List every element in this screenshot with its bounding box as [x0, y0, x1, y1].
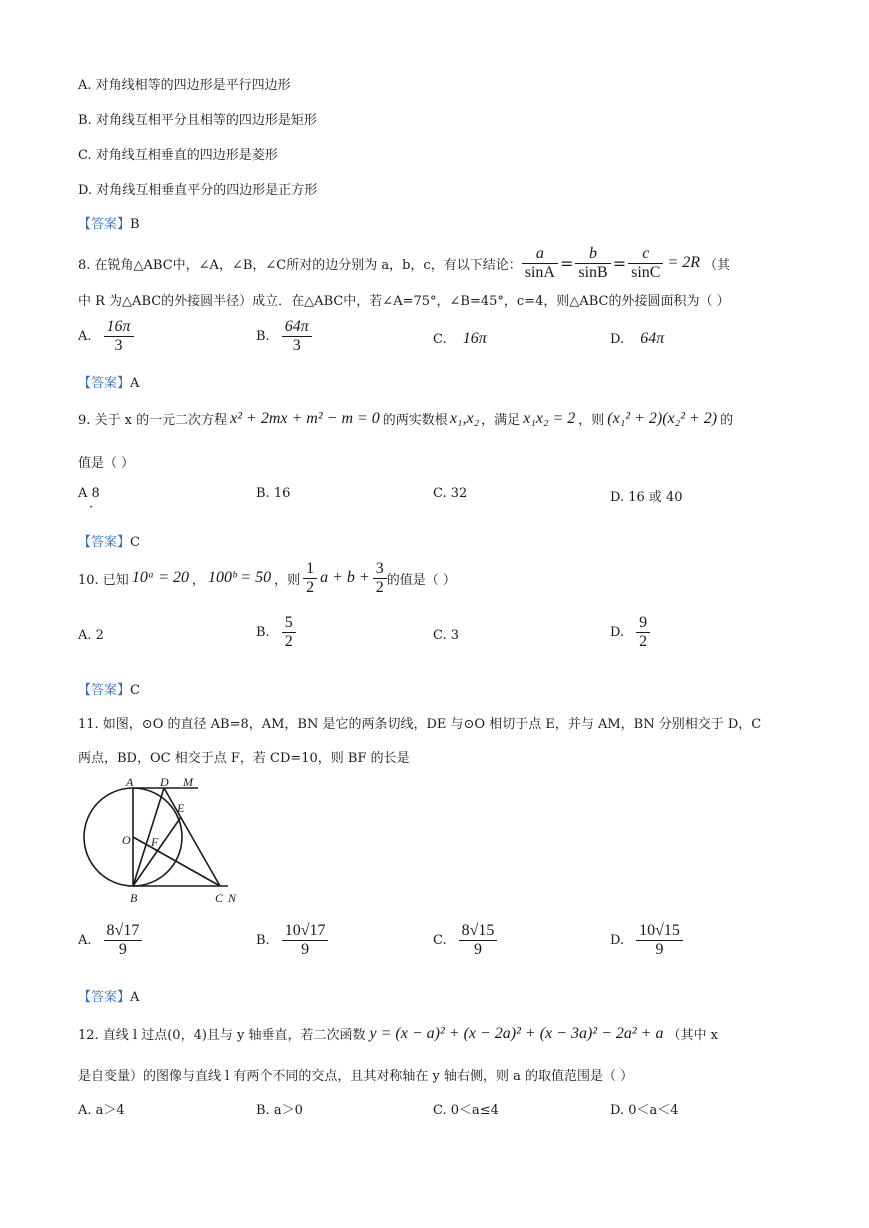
q9-stem-line2: 值是（ ） [78, 456, 135, 471]
q10-separator: ， [191, 572, 205, 588]
frac-denominator: 2 [639, 633, 648, 650]
answer-tag: 【答案】 [78, 683, 131, 698]
frac-denominator: 2 [306, 578, 315, 596]
q8-stem-end: （其 [704, 257, 731, 273]
q11-stem-line2: 两点，BD，OC 相交于点 F，若 CD=10，则 BF 的长是 [78, 751, 410, 766]
q9-then: ，则 [578, 413, 605, 428]
answer-value: C [130, 535, 140, 550]
q10-expression: a + b + [320, 569, 370, 586]
frac-denominator: 2 [284, 633, 293, 650]
q12-prefix: 12. 直线 l 过点(0，4)且与 y 轴垂直，若二次函数 [78, 1028, 366, 1043]
q7-option-c: C. 对角线互相垂直的四边形是菱形 [78, 148, 278, 163]
frac-denominator: 3 [114, 337, 123, 354]
frac-numerator: 1 [303, 560, 317, 579]
option-label: D. [610, 625, 625, 640]
q12-suffix: （其中 x [667, 1028, 718, 1043]
q12-stem-line1 [78, 1024, 718, 1043]
frac-numerator: 5 [282, 614, 296, 633]
label-o: O [122, 833, 131, 847]
q12-formula: y = (x − a)² + (x − 2a)² + (x − 3a)² − 2a² + a [369, 1024, 664, 1042]
q10-frac-1 [303, 560, 317, 597]
option-fraction [636, 614, 650, 651]
frac-denominator: 2 [375, 578, 384, 596]
frac-numerator: 64π [282, 318, 312, 337]
q10-equation-2: 100ᵇ = 50 [208, 569, 272, 586]
q9-option-d: D. 16 或 40 [610, 490, 683, 505]
q9-option-b: B. 16 [256, 486, 291, 501]
option-label: C. [433, 933, 447, 948]
label-d: D [160, 775, 169, 789]
answer-tag: 【答案】 [78, 990, 131, 1005]
q8-frac-a [522, 245, 558, 282]
q10-suffix: 的值是（ ） [386, 572, 456, 588]
q7-option-d: D. 对角线互相垂直平分的四边形是正方形 [78, 183, 318, 198]
q9-suffix: 的 [720, 413, 734, 428]
option-value: 16π [462, 330, 487, 347]
q8-option-c [433, 330, 487, 348]
q12-stem-line2: 是自变量）的图像与直线 l 有两个不同的交点，且其对称轴在 y 轴右侧，则 a 的取值范围是（ ） [78, 1069, 634, 1084]
segment-oc [133, 837, 220, 886]
label-n: N [228, 891, 237, 905]
frac-numerator: 10√15 [636, 922, 683, 941]
q9-option-c: C. 32 [433, 486, 468, 501]
q11-answer [78, 986, 139, 1005]
option-fraction [104, 922, 143, 959]
q10-option-a: A. 2 [78, 628, 104, 643]
option-label: A. [78, 933, 92, 948]
frac-numerator: c [628, 245, 663, 264]
q11-option-c [433, 922, 497, 959]
q9-equation: x² + 2mx + m² − m = 0 [230, 409, 380, 427]
answer-value: C [130, 683, 140, 698]
answer-tag: 【答案】 [78, 535, 131, 550]
circle-tangent-figure [78, 772, 258, 912]
q9-cond-text: ，满足 [481, 413, 521, 428]
q10-prefix: 10. 已知 [78, 572, 129, 588]
frac-numerator: 8√15 [459, 922, 498, 941]
option-label: B. [256, 933, 270, 948]
q8-frac-c [628, 245, 663, 282]
option-label: D. [610, 332, 625, 347]
label-b: B [130, 891, 138, 905]
q12-option-b: B. a＞0 [256, 1103, 303, 1118]
segment-bd [133, 788, 164, 886]
q7-answer [78, 213, 140, 232]
frac-numerator: 16π [104, 318, 134, 337]
q10-frac-2 [373, 560, 387, 597]
segment-be [133, 817, 181, 886]
q10-equation-1: 10ᵃ = 20 [131, 569, 189, 586]
option-fraction [459, 922, 498, 959]
q8-stem-line1: 8. 在锐角△ABC中，∠A，∠B，∠C所对的边分别为 a，b，c，有以下结论： $\frac{a}{\sin A}$ = $\frac{b}{\sin B}$ = $\frac{c}{\sin C}$ = 2R （其 [78, 244, 731, 281]
q10-stem [78, 558, 456, 598]
frac-denominator: 3 [292, 337, 301, 354]
q9-roots: x₁,x₂ [449, 409, 480, 427]
option-fraction [282, 922, 329, 959]
q8-option-a [78, 318, 134, 355]
label-f: F [151, 835, 159, 849]
option-label: B. [256, 329, 270, 344]
q9-prefix: 9. 关于 x 的一元二次方程 [78, 413, 228, 428]
q8-frac-b [575, 245, 610, 282]
frac-denominator: sinA [524, 263, 555, 281]
q11-option-a [78, 922, 142, 959]
answer-tag: 【答案】 [78, 217, 131, 232]
option-label: D. [610, 933, 625, 948]
q12-option-a: A. a＞4 [78, 1103, 125, 1118]
label-a: A [126, 775, 134, 789]
q12-option-c: C. 0＜a≤4 [433, 1103, 499, 1118]
frac-denominator: 9 [655, 941, 664, 958]
q10-option-b [256, 614, 296, 651]
q10-option-c: C. 3 [433, 628, 460, 643]
option-label: C. [433, 332, 447, 347]
frac-denominator: 9 [301, 941, 310, 958]
frac-numerator: 10√17 [282, 922, 329, 941]
frac-denominator: sinC [631, 263, 661, 281]
tangent-dc [164, 788, 220, 886]
frac-numerator: b [575, 245, 610, 264]
frac-numerator: 3 [373, 560, 387, 579]
option-fraction [104, 318, 134, 355]
q9-condition: x₁x₂ = 2 [523, 409, 576, 427]
option-fraction [282, 614, 296, 651]
q11-option-b [256, 922, 328, 959]
q7-option-a: A. 对角线相等的四边形是平行四边形 [78, 78, 291, 93]
q10-option-d [610, 614, 650, 651]
option-fraction [636, 922, 683, 959]
label-c: C [215, 891, 224, 905]
label-m: M [183, 775, 193, 789]
answer-value: B [130, 217, 140, 232]
q9-expression: (x₁² + 2)(x₂² + 2) [607, 409, 718, 427]
q8-answer [78, 372, 139, 391]
q9-stem-line1 [78, 409, 733, 428]
option-label: B. [256, 625, 270, 640]
option-fraction [282, 318, 312, 355]
frac-denominator: 9 [474, 941, 483, 958]
q11-option-d [610, 922, 683, 959]
frac-numerator: 9 [636, 614, 650, 633]
q8-option-d [610, 330, 664, 348]
q8-stem-start: 8. 在锐角△ABC中，∠A，∠B，∠C所对的边分别为 a，b，c，有以下结论： [78, 257, 522, 273]
answer-value: A [130, 376, 140, 391]
q8-option-b [256, 318, 312, 355]
frac-numerator: a [522, 245, 558, 264]
q8-formula-eq: = 2R [667, 254, 701, 271]
q11-stem-line1: 11. 如图，⊙O 的直径 AB=8，AM，BN 是它的两条切线，DE 与⊙O 相切于点 E，并与 AM，BN 分别相交于 D，C [78, 717, 762, 732]
answer-tag: 【答案】 [78, 376, 131, 391]
frac-numerator: 8√17 [104, 922, 143, 941]
answer-value: A [130, 990, 140, 1005]
q7-option-b: B. 对角线互相平分且相等的四边形是矩形 [78, 113, 317, 128]
stray-dot: · [89, 500, 94, 515]
option-label: A. [78, 329, 92, 344]
label-e: E [177, 801, 185, 815]
option-value: 64π [640, 330, 665, 347]
q10-answer [78, 679, 140, 698]
q12-option-d: D. 0＜a＜4 [610, 1103, 679, 1118]
frac-denominator: sinB [578, 263, 608, 281]
q9-option-a: A 8 [78, 486, 100, 501]
frac-denominator: 9 [118, 941, 127, 958]
q8-stem-line2: 中 R 为△ABC的外接圆半径）成立．在△ABC中，若∠A=75°，∠B=45°，c=4，则△ABC的外接圆面积为（ ） [78, 294, 730, 309]
q9-answer [78, 531, 140, 550]
q9-middle: 的两实数根 [382, 413, 448, 428]
q10-then: ，则 [274, 572, 301, 588]
